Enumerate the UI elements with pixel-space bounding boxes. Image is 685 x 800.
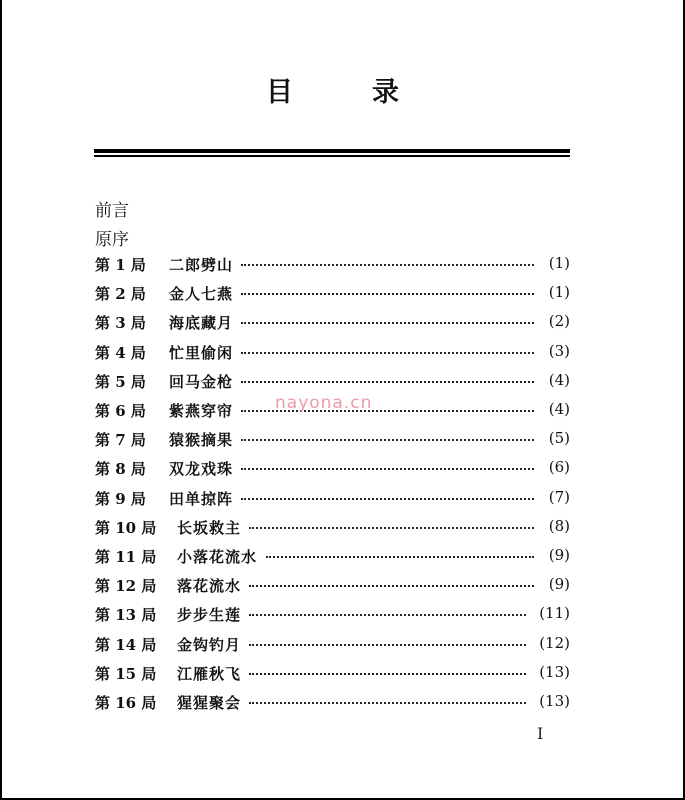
toc-title-char-2: 录 [372, 77, 399, 108]
toc-entry-name: 忙里偷闲 [169, 344, 234, 362]
toc-entry[interactable] [95, 342, 570, 364]
toc-entry-name: 江雁秋飞 [177, 665, 242, 683]
toc-entry[interactable] [95, 488, 570, 510]
toc-entry-number: 第 14 局 [95, 636, 157, 654]
toc-leader-dots [241, 498, 534, 500]
toc-entry-number: 第 1 局 [95, 256, 146, 274]
toc-leader-dots [266, 556, 534, 558]
toc-entry-page: (2) [548, 312, 570, 330]
toc-entry[interactable] [95, 312, 570, 334]
toc-entry-page: (4) [548, 371, 570, 389]
toc-entry[interactable] [95, 371, 570, 393]
toc-entry-page: (6) [548, 458, 570, 476]
toc-entry-number: 第 10 局 [95, 519, 157, 537]
toc-entry[interactable] [95, 634, 570, 656]
toc-entry[interactable] [95, 517, 570, 539]
toc-entry-page: (3) [548, 342, 570, 360]
toc-entry-page: (8) [548, 517, 570, 535]
toc-entry[interactable] [95, 254, 570, 276]
toc-entry-name: 小落花流水 [177, 548, 258, 566]
toc-entry-number: 第 11 局 [95, 548, 157, 566]
toc-entry-number: 第 16 局 [95, 694, 157, 712]
toc-leader-dots [241, 468, 534, 470]
toc-entry-number: 第 6 局 [95, 402, 146, 420]
toc-entry-name: 落花流水 [177, 577, 242, 595]
toc-entry[interactable] [95, 575, 570, 597]
toc-leader-dots [241, 264, 534, 266]
page-border-left [0, 0, 2, 800]
toc-entry-name: 猿猴摘果 [169, 431, 234, 449]
toc-entry-page: (7) [548, 488, 570, 506]
title-rule-thick [94, 149, 570, 153]
toc-entry-number: 第 3 局 [95, 314, 146, 332]
toc-entry-number: 第 4 局 [95, 344, 146, 362]
toc-entry-number: 第 2 局 [95, 285, 146, 303]
toc-entry-number: 第 9 局 [95, 490, 146, 508]
toc-entry-number: 第 7 局 [95, 431, 146, 449]
toc-entry-page: (9) [548, 575, 570, 593]
toc-entry[interactable] [95, 692, 570, 714]
toc-entry-page: (13) [539, 663, 570, 681]
toc-title-char-1: 目 [266, 77, 293, 108]
toc-entry-page: (13) [539, 692, 570, 710]
toc-entry-page: (9) [548, 546, 570, 564]
toc-entry-name: 紫燕穿帘 [169, 402, 234, 420]
toc-leader-dots [241, 381, 534, 383]
toc-entry-name: 双龙戏珠 [169, 460, 234, 478]
toc-leader-dots [249, 644, 526, 646]
toc-entry-name: 金人七燕 [169, 285, 234, 303]
toc-item-preface[interactable]: 前言 [95, 201, 129, 221]
toc-entry-name: 海底藏月 [169, 314, 234, 332]
toc-entry[interactable] [95, 283, 570, 305]
toc-entry[interactable] [95, 546, 570, 568]
toc-entry-name: 田单掠阵 [169, 490, 234, 508]
toc-entry-number: 第 5 局 [95, 373, 146, 391]
toc-entry-name: 长坂救主 [177, 519, 242, 537]
toc-entry-name: 回马金枪 [169, 373, 234, 391]
text-cursor-icon: I [537, 724, 544, 743]
toc-entry[interactable] [95, 604, 570, 626]
toc-entry[interactable] [95, 458, 570, 480]
toc-leader-dots [249, 702, 526, 704]
toc-leader-dots [249, 673, 526, 675]
toc-leader-dots [241, 352, 534, 354]
toc-leader-dots [249, 614, 526, 616]
toc-entry[interactable] [95, 429, 570, 451]
toc-entry[interactable] [95, 663, 570, 685]
toc-entry-page: (1) [548, 254, 570, 272]
toc-entry-page: (5) [548, 429, 570, 447]
toc-entry-page: (12) [539, 634, 570, 652]
toc-entry-number: 第 8 局 [95, 460, 146, 478]
toc-leader-dots [241, 439, 534, 441]
toc-title [0, 70, 685, 110]
toc-entry-number: 第 13 局 [95, 606, 157, 624]
toc-leader-dots [241, 322, 534, 324]
toc-entry-name: 二郎劈山 [169, 256, 234, 274]
watermark: nayona.cn [275, 393, 373, 413]
toc-entry-number: 第 15 局 [95, 665, 157, 683]
title-rule-thin [94, 155, 570, 157]
toc-entry-name: 金钩钓月 [177, 636, 242, 654]
toc-entry-name: 猩猩聚会 [177, 694, 242, 712]
toc-leader-dots [249, 585, 534, 587]
toc-leader-dots [249, 527, 534, 529]
toc-entry-page: (1) [548, 283, 570, 301]
toc-entry-number: 第 12 局 [95, 577, 157, 595]
toc-entry-name: 步步生莲 [177, 606, 242, 624]
toc-leader-dots [241, 293, 534, 295]
toc-entry-page: (4) [548, 400, 570, 418]
toc-entry-page: (11) [539, 604, 570, 622]
toc-item-original-preface[interactable]: 原序 [95, 230, 129, 250]
